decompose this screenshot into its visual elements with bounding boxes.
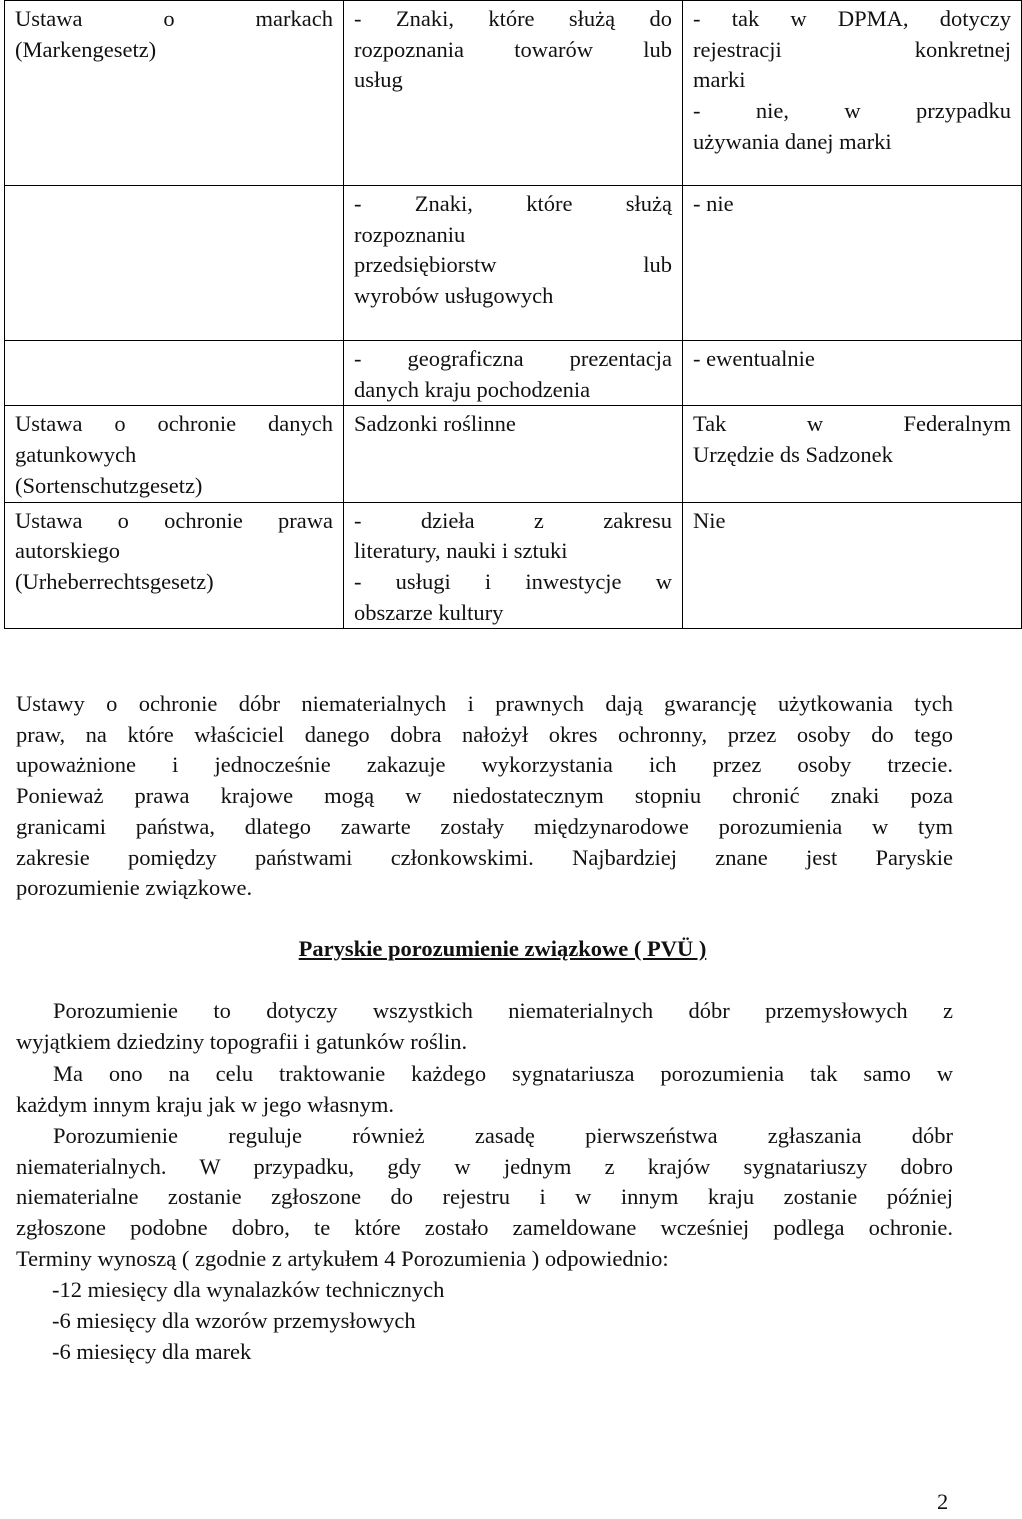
cell-line: (Sortenschutzgesetz) — [15, 472, 203, 498]
cell-line: (Markengesetz) — [15, 36, 157, 62]
table-row — [5, 502, 1022, 629]
paragraph-line: niematerialnych. W przypadku, gdy w jednym z krajów sygnatariuszy dobro — [16, 1153, 953, 1179]
paragraph-line: Ma ono na celu traktowanie każdego sygnatariusza porozumienia tak samo w — [53, 1061, 953, 1086]
table-cell — [5, 1, 344, 186]
cell-line: - dzieła z zakresu — [354, 507, 672, 533]
table-cell — [683, 186, 1022, 341]
cell-line: gatunkowych — [15, 442, 137, 468]
cell-line: Ustawa o ochronie prawa — [15, 507, 333, 533]
cell-line: - usługi i inwestycje w — [354, 568, 672, 594]
paragraph-line: Terminy wynoszą ( zgodnie z artykułem 4 Porozumienia ) odpowiednio: — [16, 1245, 669, 1271]
table-cell — [683, 502, 1022, 629]
table-cell — [683, 406, 1022, 502]
paragraph-line: każdym innym kraju jak w jego własnym. — [16, 1091, 395, 1117]
cell-line: rozpoznaniu — [354, 221, 466, 247]
cell-line: autorskiego — [15, 538, 120, 564]
list-item: -6 miesięcy dla marek — [52, 1339, 252, 1364]
table-cell — [344, 406, 683, 502]
table-cell — [5, 406, 344, 502]
paragraph-scope — [16, 996, 953, 1057]
cell-line: Urzędzie ds Sadzonek — [693, 442, 893, 468]
paragraph-line: porozumienie związkowe. — [16, 875, 253, 901]
cell-line: - tak w DPMA, dotyczy — [693, 6, 1011, 31]
table-row — [5, 186, 1022, 341]
paragraph-line: niematerialne zostanie zgłoszone do rejestru i w innym kraju zostanie później — [16, 1184, 953, 1210]
table-row — [5, 1, 1022, 186]
table-cell — [5, 341, 344, 406]
cell-line: - nie — [693, 191, 734, 216]
paragraph-line: wyjątkiem dziedziny topografii i gatunków roślin. — [16, 1028, 468, 1054]
cell-line: obszarze kultury — [354, 599, 504, 625]
cell-line: marki — [693, 67, 746, 93]
cell-line: używania danej marki — [693, 128, 892, 154]
cell-line: danych kraju pochodzenia — [354, 376, 591, 402]
cell-line: (Urheberrechtsgesetz) — [15, 568, 214, 594]
list-item: -6 miesięcy dla wzorów przemysłowych — [52, 1308, 416, 1333]
table-row — [5, 341, 1022, 406]
cell-line: przedsiębiorstw lub — [354, 252, 672, 278]
cell-line: Ustawa o markach — [15, 6, 333, 31]
cell-line: Sadzonki roślinne — [354, 411, 516, 437]
paragraph-line: zakresie pomiędzy państwami członkowskimi. Najbardziej znane jest Paryskie — [16, 844, 953, 870]
cell-line: Tak w Federalnym — [693, 411, 1011, 437]
cell-line: - Znaki, które służą — [354, 191, 672, 216]
cell-line: Ustawa o ochronie danych — [15, 411, 333, 437]
cell-line: rejestracji konkretnej — [693, 36, 1011, 62]
paragraph-priority — [16, 1121, 953, 1275]
section-heading: Paryskie porozumienie związkowe ( PVÜ ) — [298, 936, 707, 961]
page-number: 2 — [937, 1489, 949, 1514]
table-cell — [344, 1, 683, 186]
table-cell — [5, 186, 344, 341]
list-item: -12 miesięcy dla wynalazków technicznych — [52, 1277, 445, 1302]
cell-line: - geograficzna prezentacja — [354, 346, 672, 371]
table-cell — [344, 341, 683, 406]
paragraph-protection-laws — [16, 689, 953, 904]
paragraph-line: Porozumienie to dotyczy wszystkich niematerialnych dóbr przemysłowych z — [53, 998, 953, 1023]
table-cell — [683, 1, 1022, 186]
paragraph-line: upoważnione i jednocześnie zakazuje wykorzystania ich przez osoby trzecie. — [16, 752, 953, 778]
paragraph-line: praw, na które właściciel danego dobra nałożył okres ochronny, przez osoby do tego — [16, 721, 953, 747]
cell-line: - nie, w przypadku — [693, 98, 1011, 124]
paragraph-equal-treatment — [16, 1059, 953, 1120]
paragraph-line: Ustawy o ochronie dóbr niematerialnych i prawnych dają gwarancję użytkowania tych — [16, 691, 953, 716]
table-cell — [683, 341, 1022, 406]
cell-line: rozpoznania towarów lub — [354, 36, 672, 62]
paragraph-line: Ponieważ prawa krajowe mogą w niedostatecznym stopniu chronić znaki poza — [16, 783, 953, 809]
law-table — [4, 0, 1022, 629]
paragraph-line: granicami państwa, dlatego zawarte zostały międzynarodowe porozumienia w tym — [16, 813, 953, 839]
paragraph-line: zgłoszone podobne dobro, te które zostało zameldowane wcześniej podlega ochronie. — [16, 1215, 953, 1241]
cell-line: wyrobów usługowych — [354, 283, 554, 309]
cell-line: - ewentualnie — [693, 346, 815, 371]
cell-line: usług — [354, 67, 403, 93]
table-cell — [344, 502, 683, 629]
paragraph-line: Porozumienie reguluje również zasadę pierwszeństwa zgłaszania dóbr — [53, 1123, 953, 1148]
table-cell — [5, 502, 344, 629]
table-cell — [344, 186, 683, 341]
table-row — [5, 406, 1022, 502]
cell-line: - Znaki, które służą do — [354, 6, 672, 31]
cell-line: literatury, nauki i sztuki — [354, 538, 568, 564]
cell-line: Nie — [693, 507, 726, 533]
